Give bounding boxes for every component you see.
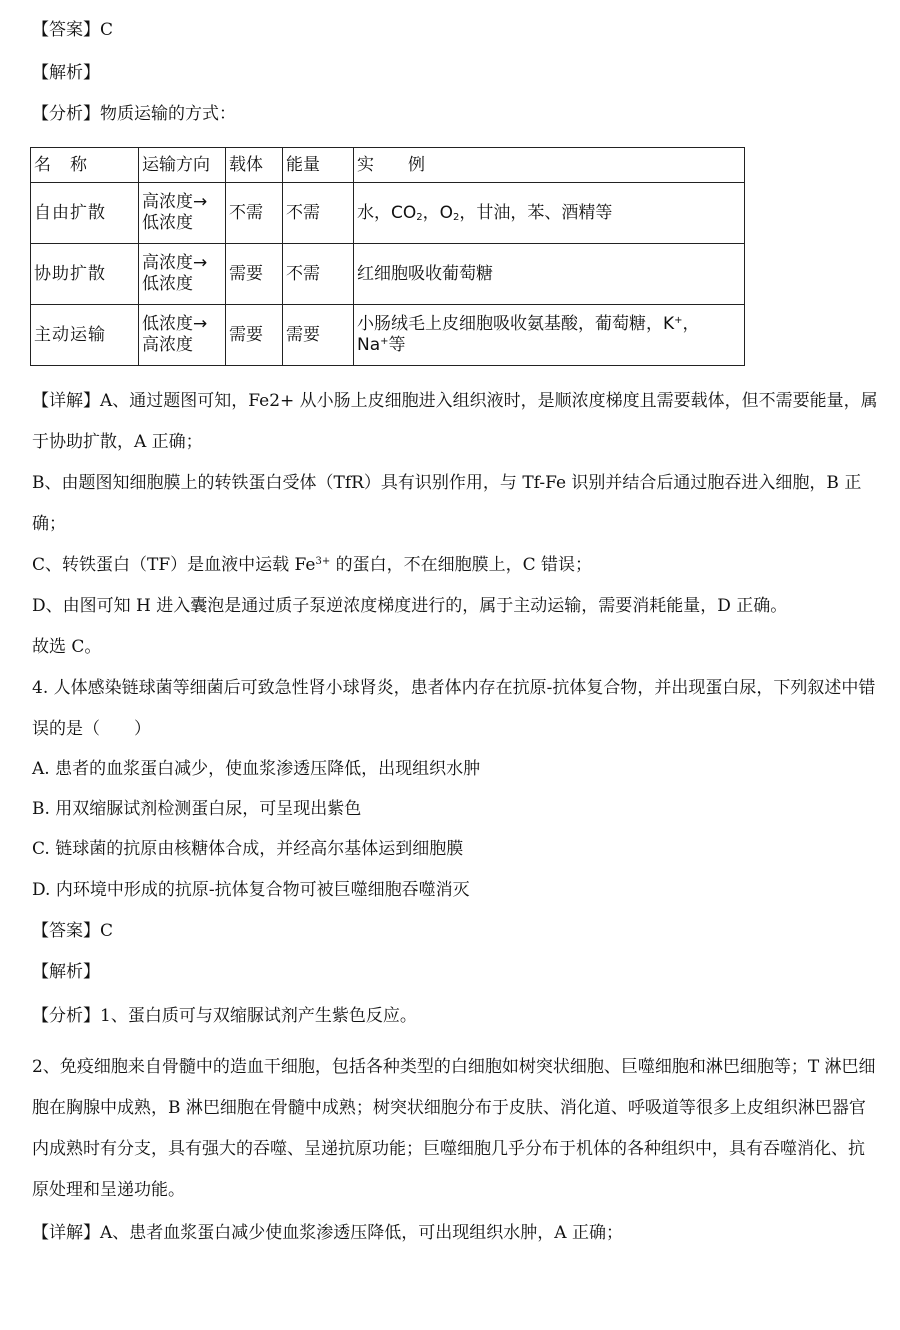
superscript: + <box>674 315 683 326</box>
detail-c-text: 的蛋白，不在细胞膜上，C 错误； <box>330 555 593 575</box>
option-b: B. 用双缩脲试剂检测蛋白尿，可呈现出紫色 <box>32 799 362 819</box>
direction-line1: 高浓度→ <box>142 192 208 212</box>
option-d: D. 内环境中形成的抗原-抗体复合物可被巨噬细胞吞噬消灭 <box>32 880 470 900</box>
header-name: 名 称 <box>31 148 139 183</box>
table-header-row <box>31 148 745 183</box>
example-text: Na <box>357 335 381 355</box>
transport-table <box>30 147 745 366</box>
subscript: 2 <box>453 211 460 223</box>
detail-a: 【详解】A、通过题图可知，Fe2+ 从小肠上皮细胞进入组织液时，是顺浓度梯度且需要载体，但不需要能量，属于协助扩散，A 正确； <box>32 391 878 452</box>
conclusion: 故选 C。 <box>32 637 102 657</box>
analysis-point-2: 2、免疫细胞来自骨髓中的造血干细胞，包括各种类型的白细胞如树突状细胞、巨噬细胞和淋巴细胞等；T 淋巴细胞在胸腺中成熟，B 淋巴细胞在骨髓中成熟；树突状细胞分布于皮肤、消化道、呼吸道等很多上皮组织淋巴器官内成熟时有分支，具有强大的吞噬、呈递抗原功能；巨噬细胞几乎分布于机体的各种组织中，具有吞噬消化、抗原处理和呈递功能。 <box>32 1057 876 1200</box>
row-carrier: 不需 <box>226 183 283 244</box>
table-row <box>31 183 745 244</box>
row-name: 主动运输 <box>31 305 139 366</box>
row-direction <box>139 183 226 244</box>
analysis-point-1: 【分析】1、蛋白质可与双缩脲试剂产生紫色反应。 <box>32 1006 417 1026</box>
example-line1 <box>357 314 741 335</box>
analysis-label: 【解析】 <box>32 63 100 83</box>
direction-line2: 高浓度 <box>142 335 193 355</box>
example-line2 <box>357 335 741 356</box>
analysis-label: 【解析】 <box>32 962 100 982</box>
row-carrier: 需要 <box>226 305 283 366</box>
row-carrier: 需要 <box>226 244 283 305</box>
example-text: ，O <box>422 202 454 223</box>
example-text: ， <box>682 314 700 334</box>
detail-b: B、由题图知细胞膜上的转铁蛋白受体（TfR）具有识别作用，与 Tf-Fe 识别并结合后通过胞吞进入细胞，B 正确； <box>32 473 862 534</box>
row-example: 红细胞吸收葡萄糖 <box>354 244 745 305</box>
question-4-stem: 4. 人体感染链球菌等细菌后可致急性肾小球肾炎，患者体内存在抗原-抗体复合物，并出现蛋白尿，下列叙述中错误的是（ ） <box>32 678 876 739</box>
superscript: + <box>380 336 389 347</box>
table-row <box>31 244 745 305</box>
detail-a: 【详解】A、患者血浆蛋白减少使血浆渗透压降低，可出现组织水肿，A 正确； <box>32 1223 623 1243</box>
direction-line2: 低浓度 <box>142 213 193 233</box>
detail-c-text: C、转铁蛋白（TF）是血液中运载 Fe <box>32 555 316 575</box>
direction-line2: 低浓度 <box>142 274 193 294</box>
header-carrier: 载体 <box>226 148 283 183</box>
row-name: 自由扩散 <box>31 183 139 244</box>
example-text: 小肠绒毛上皮细胞吸收氨基酸，葡萄糖，K <box>357 314 675 334</box>
header-example: 实 例 <box>354 148 745 183</box>
row-direction <box>139 244 226 305</box>
row-name: 协助扩散 <box>31 244 139 305</box>
row-energy: 不需 <box>283 183 354 244</box>
row-example <box>354 305 745 366</box>
option-a: A. 患者的血浆蛋白减少，使血浆渗透压降低，出现组织水肿 <box>32 759 481 779</box>
answer-label: 【答案】C <box>32 20 114 40</box>
answer-label: 【答案】C <box>32 921 114 941</box>
example-text: ，甘油，苯、酒精等 <box>459 202 613 223</box>
option-c: C. 链球菌的抗原由核糖体合成，并经高尔基体运到细胞膜 <box>32 839 464 859</box>
row-direction <box>139 305 226 366</box>
row-energy: 需要 <box>283 305 354 366</box>
header-direction: 运输方向 <box>139 148 226 183</box>
example-text: 等 <box>388 335 406 355</box>
example-text: 水，CO <box>357 202 417 223</box>
table-row <box>31 305 745 366</box>
detail-c <box>32 545 880 586</box>
analysis-intro: 【分析】物质运输的方式： <box>32 104 236 124</box>
row-example <box>354 183 745 244</box>
header-energy: 能量 <box>283 148 354 183</box>
subscript: 2 <box>416 211 423 223</box>
row-energy: 不需 <box>283 244 354 305</box>
direction-line1: 低浓度→ <box>142 314 208 334</box>
direction-line1: 高浓度→ <box>142 253 208 273</box>
detail-d: D、由图可知 H 进入囊泡是通过质子泵逆浓度梯度进行的，属于主动运输，需要消耗能量，D 正确。 <box>32 596 788 616</box>
superscript: 3+ <box>315 556 331 567</box>
